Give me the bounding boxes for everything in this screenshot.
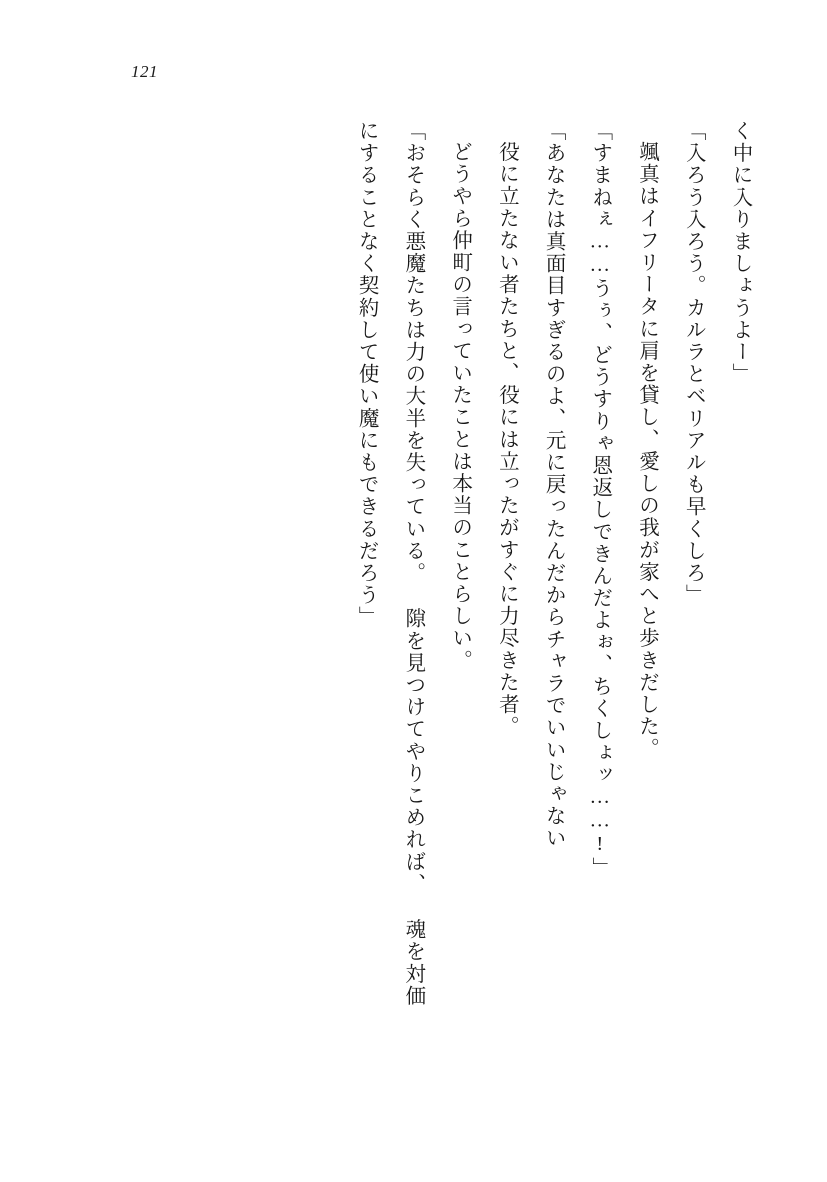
page-text-body xyxy=(203,120,763,1080)
text-line: 「おそらく悪魔たちは力の大半を失っている。 隙を見つけてやりこめれば、 魂を対価 xyxy=(401,120,424,1007)
text-line: く中に入りましょうよー」 xyxy=(729,120,751,386)
text-line: どうやら仲町の言っていたことは本当のことらしい。 xyxy=(448,140,471,671)
text-line: 役に立たない者たちと、役には立ったがすぐに力尽きた者。 xyxy=(495,140,518,738)
text-line: 「あなたは真面目すぎるのよ、元に戻ったんだからチャラでいいじゃない xyxy=(542,120,565,850)
text-line: 「入ろう入ろう。カルラとベリアルも早くしろ」 xyxy=(682,120,705,607)
text-line: 颯真はイフリータに肩を貸し、愛しの我が家へと歩きだした。 xyxy=(635,140,658,760)
text-line: にすることなく契約して使い魔にもできるだろう」 xyxy=(355,120,378,629)
text-line: 「すまねぇ……うぅ、どうすりゃ恩返しできんだよぉ、ちくしょッ……!」 xyxy=(588,120,611,879)
page-number: 121 xyxy=(131,62,158,81)
